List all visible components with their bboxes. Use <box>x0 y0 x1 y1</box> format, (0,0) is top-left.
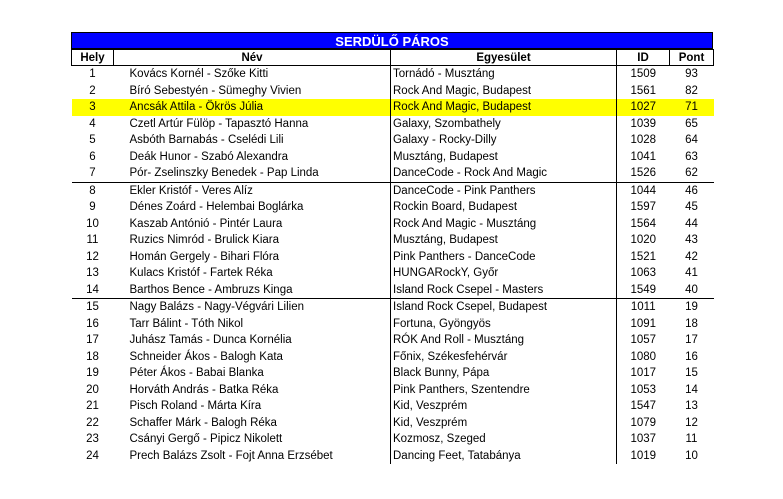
cell-hely: 8 <box>89 184 96 197</box>
cell-id: 1564 <box>630 217 657 230</box>
cell-pont: 45 <box>685 201 698 214</box>
cell-id: 1091 <box>630 317 657 330</box>
cell-hely: 16 <box>86 317 99 330</box>
header-egyesulet: Egyesület <box>391 50 617 66</box>
table-row <box>72 415 714 432</box>
cell-hely: 9 <box>89 201 96 214</box>
table-row <box>72 382 714 399</box>
cell-pont: 46 <box>685 184 698 197</box>
cell-pont: 13 <box>685 400 698 413</box>
cell-egyesulet: Rock And Magic, Budapest <box>391 99 617 116</box>
cell-egyesulet: Kozmosz, Szeged <box>391 431 617 448</box>
table-row <box>72 216 714 233</box>
cell-pont: 71 <box>670 99 714 116</box>
cell-pont: 41 <box>685 267 698 280</box>
cell-hely: 2 <box>89 84 96 97</box>
cell-nev: Nagy Balázs - Nagy-Végvári Lilien <box>114 299 391 316</box>
cell-nev: Péter Ákos - Babai Blanka <box>114 365 391 382</box>
cell-pont: 11 <box>685 433 698 446</box>
table-row <box>72 282 714 299</box>
cell-hely: 14 <box>72 282 114 299</box>
table-row <box>72 299 714 316</box>
sheet-title: SERDÜLŐ PÁROS <box>71 32 713 49</box>
table-row <box>72 149 714 166</box>
cell-pont: 62 <box>670 165 714 182</box>
cell-nev: Csányi Gergő - Pipicz Nikolett <box>114 431 391 448</box>
results-sheet <box>71 32 713 464</box>
cell-pont: 10 <box>685 449 698 462</box>
cell-egyesulet: Galaxy - Rocky-Dilly <box>391 132 617 149</box>
cell-id: 1079 <box>630 416 657 429</box>
cell-pont: 64 <box>685 134 698 147</box>
cell-nev: Barthos Bence - Ambruzs Kinga <box>114 282 391 299</box>
cell-nev: Schaffer Márk - Balogh Réka <box>114 415 391 432</box>
cell-egyesulet: Fortuna, Gyöngyös <box>391 316 617 333</box>
cell-pont: 63 <box>685 150 698 163</box>
cell-pont: 18 <box>685 317 698 330</box>
cell-nev: Ekler Kristóf - Veres Alíz <box>114 182 391 199</box>
cell-id: 1549 <box>617 282 670 299</box>
cell-id: 1039 <box>630 117 657 130</box>
cell-egyesulet: Pink Panthers, Szentendre <box>391 382 617 399</box>
cell-pont: 14 <box>685 383 698 396</box>
cell-hely: 23 <box>86 433 99 446</box>
table-row <box>72 165 714 182</box>
table-row <box>72 116 714 133</box>
cell-nev: Czetl Artúr Fülöp - Tapasztó Hanna <box>114 116 391 133</box>
table-row <box>72 182 714 199</box>
cell-nev: Kulacs Kristóf - Fartek Réka <box>114 265 391 282</box>
cell-id: 1057 <box>630 334 657 347</box>
cell-id: 1521 <box>630 250 657 263</box>
cell-hely: 17 <box>86 334 99 347</box>
cell-pont: 15 <box>685 367 698 380</box>
cell-hely: 6 <box>89 150 96 163</box>
cell-hely: 22 <box>86 416 99 429</box>
table-row <box>72 431 714 448</box>
results-table <box>71 49 714 464</box>
cell-hely: 11 <box>86 234 99 247</box>
table-row <box>72 349 714 366</box>
table-row <box>72 232 714 249</box>
cell-nev: Horváth András - Batka Réka <box>114 382 391 399</box>
table-row <box>72 448 714 465</box>
cell-egyesulet: Galaxy, Szombathely <box>391 116 617 133</box>
cell-egyesulet: Black Bunny, Pápa <box>391 365 617 382</box>
cell-id: 1547 <box>630 400 657 413</box>
cell-egyesulet: Dancing Feet, Tatabánya <box>391 448 617 465</box>
table-row <box>72 99 714 116</box>
header-row <box>72 50 714 66</box>
table-row <box>72 199 714 216</box>
cell-id: 1080 <box>630 350 657 363</box>
cell-pont: 17 <box>685 334 698 347</box>
cell-pont: 82 <box>685 84 698 97</box>
cell-egyesulet: DanceCode - Pink Panthers <box>391 182 617 199</box>
table-row <box>72 132 714 149</box>
cell-hely: 24 <box>86 449 99 462</box>
cell-hely: 13 <box>86 267 99 280</box>
cell-nev: Homán Gergely - Bihari Flóra <box>114 249 391 266</box>
cell-pont: 12 <box>685 416 698 429</box>
cell-egyesulet: Pink Panthers - DanceCode <box>391 249 617 266</box>
cell-id: 1063 <box>630 267 657 280</box>
cell-id: 1027 <box>617 99 670 116</box>
cell-egyesulet: DanceCode - Rock And Magic <box>391 165 617 182</box>
results-body <box>72 66 714 465</box>
cell-hely: 15 <box>86 301 99 314</box>
cell-id: 1044 <box>630 184 657 197</box>
cell-id: 1597 <box>630 201 657 214</box>
cell-egyesulet: Főnix, Székesfehérvár <box>391 349 617 366</box>
header-nev: Név <box>114 50 391 66</box>
cell-id: 1019 <box>630 449 657 462</box>
table-row <box>72 66 714 83</box>
header-hely: Hely <box>72 50 114 66</box>
cell-nev: Prech Balázs Zsolt - Fojt Anna Erzsébet <box>114 448 391 465</box>
cell-egyesulet: HUNGARockY, Győr <box>391 265 617 282</box>
cell-hely: 4 <box>89 117 96 130</box>
table-row <box>72 365 714 382</box>
cell-pont: 40 <box>670 282 714 299</box>
cell-hely: 20 <box>86 383 99 396</box>
cell-hely: 21 <box>86 400 99 413</box>
cell-nev: Bíró Sebestyén - Sümeghy Vivien <box>114 83 391 100</box>
cell-egyesulet: Kid, Veszprém <box>391 398 617 415</box>
cell-id: 1017 <box>630 367 657 380</box>
cell-pont: 93 <box>685 68 698 81</box>
cell-egyesulet: RÓK And Roll - Musztáng <box>391 332 617 349</box>
cell-nev: Dénes Zoárd - Helembai Boglárka <box>114 199 391 216</box>
header-pont: Pont <box>670 50 714 66</box>
cell-nev: Kaszab Antónió - Pintér Laura <box>114 216 391 233</box>
cell-egyesulet: Musztáng, Budapest <box>391 149 617 166</box>
table-row <box>72 249 714 266</box>
cell-egyesulet: Kid, Veszprém <box>391 415 617 432</box>
cell-id: 1561 <box>630 84 657 97</box>
cell-nev: Ruzics Nimród - Brulick Kiara <box>114 232 391 249</box>
cell-hely: 7 <box>72 165 114 182</box>
cell-egyesulet: Rock And Magic, Budapest <box>391 83 617 100</box>
cell-id: 1020 <box>630 234 657 247</box>
cell-id: 1011 <box>630 301 656 314</box>
cell-nev: Kovács Kornél - Szőke Kitti <box>114 66 391 83</box>
cell-nev: Schneider Ákos - Balogh Kata <box>114 349 391 366</box>
cell-id: 1053 <box>630 383 657 396</box>
cell-egyesulet: Tornádó - Musztáng <box>391 66 617 83</box>
cell-pont: 44 <box>685 217 698 230</box>
cell-hely: 3 <box>72 99 114 116</box>
cell-pont: 16 <box>685 350 698 363</box>
table-row <box>72 398 714 415</box>
cell-egyesulet: Island Rock Csepel - Masters <box>391 282 617 299</box>
table-row <box>72 316 714 333</box>
cell-hely: 10 <box>86 217 99 230</box>
cell-egyesulet: Rockin Board, Budapest <box>391 199 617 216</box>
cell-id: 1037 <box>630 433 657 446</box>
cell-id: 1041 <box>630 150 657 163</box>
table-row <box>72 265 714 282</box>
cell-id: 1028 <box>630 134 657 147</box>
cell-pont: 42 <box>685 250 698 263</box>
header-id: ID <box>617 50 670 66</box>
cell-nev: Asbóth Barnabás - Cselédi Lili <box>114 132 391 149</box>
cell-nev: Pór- Zselinszky Benedek - Pap Linda <box>114 165 391 182</box>
cell-nev: Tarr Bálint - Tóth Nikol <box>114 316 391 333</box>
cell-nev: Pisch Roland - Márta Kíra <box>114 398 391 415</box>
cell-egyesulet: Island Rock Csepel, Budapest <box>391 299 617 316</box>
cell-hely: 1 <box>89 68 96 81</box>
table-row <box>72 83 714 100</box>
cell-hely: 12 <box>86 250 99 263</box>
cell-pont: 19 <box>685 301 698 314</box>
cell-nev: Deák Hunor - Szabó Alexandra <box>114 149 391 166</box>
cell-nev: Ancsák Attila - Ökrös Júlia <box>114 99 391 116</box>
cell-hely: 19 <box>86 367 99 380</box>
cell-pont: 43 <box>685 234 698 247</box>
cell-hely: 5 <box>89 134 96 147</box>
cell-egyesulet: Rock And Magic - Musztáng <box>391 216 617 233</box>
cell-egyesulet: Musztáng, Budapest <box>391 232 617 249</box>
cell-pont: 65 <box>685 117 698 130</box>
cell-id: 1509 <box>630 68 657 81</box>
cell-id: 1526 <box>617 165 670 182</box>
cell-hely: 18 <box>86 350 99 363</box>
cell-nev: Juhász Tamás - Dunca Kornélia <box>114 332 391 349</box>
table-row <box>72 332 714 349</box>
